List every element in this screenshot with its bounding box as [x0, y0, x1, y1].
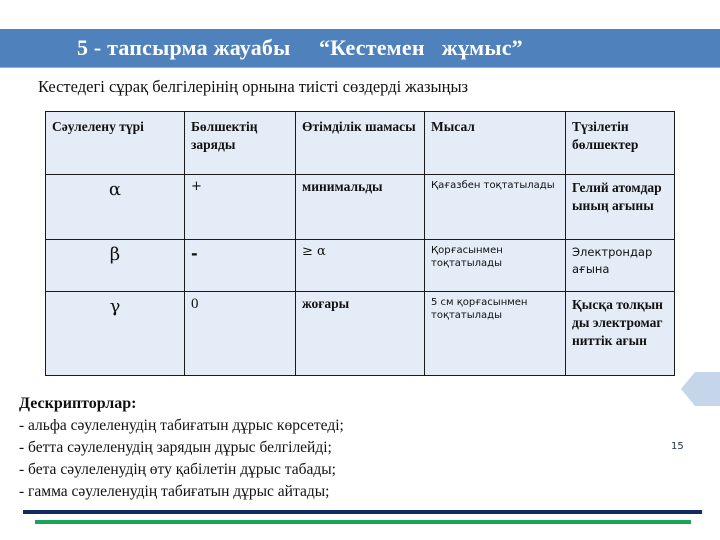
descriptors-block [19, 393, 344, 503]
instruction-text: Кестедегі сұрақ белгілерінің орнына тиісті сөздерді жазыңыз [38, 77, 469, 96]
cell-type: β [46, 240, 185, 292]
descriptor-item: - бета сәулеленудің өту қабілетін дұрыс табады; [19, 461, 336, 478]
header-example: Мысал [425, 112, 566, 175]
table-row [46, 292, 675, 376]
cell-charge: - [185, 240, 296, 292]
cell-type: γ [46, 292, 185, 376]
cell-charge: 0 [185, 292, 296, 376]
cell-example: 5 см қорғасынмен тоқтатылады [425, 292, 566, 376]
footer-line-green [35, 520, 691, 524]
descriptor-item: - бетта сәулеленудің зарядын дұрыс белгілейді; [19, 439, 332, 456]
cell-penetration: минимальды [296, 175, 425, 240]
cell-type: α [46, 175, 185, 240]
page-number: 15 [671, 441, 684, 452]
cell-charge: + [185, 175, 296, 240]
slide-title: 5 - тапсырма жауабы “Кестемен жұмыс” [77, 35, 523, 60]
cell-penetration: жоғары [296, 292, 425, 376]
cell-example: Қағазбен тоқтатылады [425, 175, 566, 240]
cell-particles: Гелий атомдарының ағыны [566, 175, 675, 240]
table-row [46, 240, 675, 292]
footer-line-navy [23, 510, 702, 514]
header-particles: Түзілетін бөлшектер [566, 112, 675, 175]
cell-particles: Электрондар ағына [566, 240, 675, 292]
table-header-row [46, 112, 675, 175]
descriptors-heading: Дескрипторлар: [19, 395, 137, 412]
title-bar [0, 29, 720, 68]
nav-arrow-tab [695, 372, 720, 406]
cell-particles: Қысқа толқынды электромагниттік ағын [566, 292, 675, 376]
header-penetration: Өтімділік шамасы [296, 112, 425, 175]
radiation-table [45, 111, 675, 376]
nav-arrow-icon [681, 372, 695, 406]
table-row [46, 175, 675, 240]
header-radiation-type: Сәулелену түрі [46, 112, 185, 175]
descriptor-item: - гамма сәулеленудің табиғатын дұрыс айтады; [19, 483, 330, 500]
cell-penetration: ≥ α [296, 240, 425, 292]
header-particle-charge: Бөлшектің заряды [185, 112, 296, 175]
descriptor-item: - альфа сәулеленудің табиғатын дұрыс көрсетеді; [19, 417, 344, 434]
cell-example: Қорғасынмен тоқтатылады [425, 240, 566, 292]
